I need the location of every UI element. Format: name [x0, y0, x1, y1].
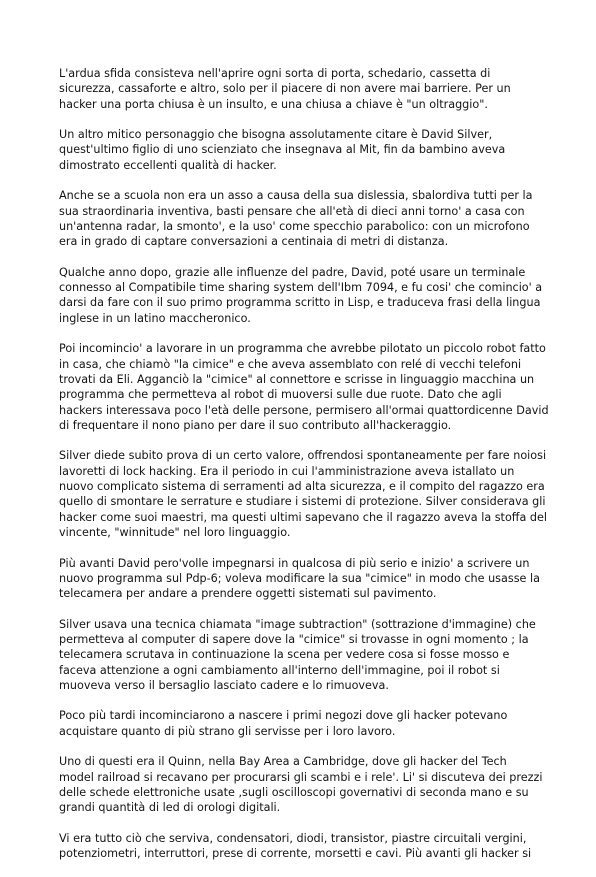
text-line: in casa, che chiamò "la cimice" e che aveva assemblato con relé di vecchi telefoni: [59, 357, 522, 371]
text-line: vincente, "winnitude" nel loro linguaggio.: [59, 525, 291, 539]
text-line: Silver diede subito prova di un certo valore, offrendosi spontaneamente per fare noiosi: [59, 449, 547, 463]
text-line: telecamera per andare a prendere oggetti sistemati sul pavimento.: [59, 587, 437, 601]
text-line: di frequentare il nono piano per dare il suo contributo all'hackeraggio.: [59, 418, 452, 432]
text-line: Poi incomincio' a lavorare in un programma che avrebbe pilotato un piccolo robot fatto: [59, 342, 546, 356]
paragraph: [59, 754, 543, 815]
paragraph: [59, 831, 532, 862]
text-line: faceva attenzione a ogni cambiamento all'interno dell'immagine, poi il robot si: [59, 663, 500, 677]
text-line: Un altro mitico personaggio che bisogna assolutamente citare è David Silver,: [59, 128, 493, 142]
text-line: quello di smontare le serrature e studiare i sistemi di protezione. Silver considerava gli: [59, 495, 546, 509]
text-line: inglese in un latino maccheronico.: [59, 311, 251, 325]
text-line: sicurezza, cassaforte e altro, solo per il piacere di non avere mai barriere. Per un: [59, 82, 511, 96]
text-line: Poco più tardi incominciarono a nascere i primi negozi dove gli hacker potevano: [59, 709, 508, 723]
text-line: nuovo complicato sistema di serramenti ad alta sicurezza, e il compito del ragazzo era: [59, 480, 545, 494]
paragraph: [59, 66, 529, 112]
text-line: grandi quantità di led di orologi digitali.: [59, 801, 281, 815]
text-line: connesso al Compatibile time sharing system dell'Ibm 7094, e fu cosi' che comincio' a: [59, 281, 543, 295]
text-line: hacker una porta chiusa è un insulto, e una chiusa a chiave è "un oltraggio".: [59, 97, 488, 111]
text-line: permetteva al computer di sapere dove la "cimice" si trovasse in ogni momento ; la: [59, 632, 529, 646]
text-line: hacker come suoi maestri, ma questi ultimi sapevano che il ragazzo aveva la stoffa del: [59, 510, 547, 524]
text-line: era in grado di captare conversazioni a centinaia di metri di distanza.: [59, 235, 449, 249]
text-line: Anche se a scuola non era un asso a causa della sua dislessia, sbalordiva tutti per la: [59, 189, 533, 203]
text-line: darsi da fare con il suo primo programma scritto in Lisp, e traduceva frasi della lingua: [59, 296, 541, 310]
paragraph: [59, 188, 533, 249]
text-line: lavoretti di lock hacking. Era il periodo in cui l'amministrazione aveva istallato un: [59, 464, 515, 478]
paragraph: [59, 448, 547, 540]
text-line: Più avanti David pero'volle impegnarsi in qualcosa di più serio e inizio' a scrivere un: [59, 556, 530, 570]
text-line: un'antenna radar, la smonto', e la uso' come specchio parabolico: con un microfono: [59, 219, 530, 233]
body-text: [59, 66, 549, 877]
paragraph: [59, 341, 549, 433]
text-line: nuovo programma sul Pdp-6; voleva modificare la sua "cimice" in modo che usasse la: [59, 571, 540, 585]
text-line: quest'ultimo figlio di uno scienziato che insegnava al Mit, fin da bambino aveva: [59, 143, 506, 157]
text-line: acquistare quanto di più strano gli servisse per i loro lavoro.: [59, 724, 396, 738]
text-line: programma che permetteva al robot di muoversi sulle due ruote. Dato che agli: [59, 388, 502, 402]
text-line: muoveva verso il bersaglio lasciato cadere e lo rimuoveva.: [59, 678, 389, 692]
paragraph: [59, 708, 529, 739]
text-line: potenziometri, interruttori, prese di corrente, morsetti e cavi. Più avanti gli hacker si: [59, 847, 532, 861]
text-line: dimostrato eccellenti qualità di hacker.: [59, 158, 277, 172]
text-line: trovati da Eli. Agganciò la "cimice" al connettore e scrisse in linguaggio macchina un: [59, 372, 535, 386]
text-line: Uno di questi era il Quinn, nella Bay Area a Cambridge, dove gli hacker del Tech: [59, 755, 507, 769]
paragraph: [59, 265, 543, 326]
text-line: sua straordinaria inventiva, basti pensare che all'età di dieci anni torno' a casa con: [59, 204, 525, 218]
paragraph: [59, 617, 536, 693]
text-line: hackers interessava poco l'età delle persone, permisero all'ormai quattordicenne David: [59, 403, 549, 417]
text-line: L'ardua sfida consisteva nell'aprire ogni sorta di porta, schedario, cassetta di: [59, 67, 491, 80]
paragraph: [59, 556, 540, 602]
text-line: Vi era tutto ciò che serviva, condensatori, diodi, transistor, piastre circuitali vergini,: [59, 831, 527, 845]
text-line: telecamera scrutava in continuazione la scena per vedere cosa si fosse mosso e: [59, 648, 510, 662]
text-line: Qualche anno dopo, grazie alle influenze del padre, David, poté usare un terminale: [59, 265, 526, 279]
text-line: delle schede elettroniche usate ,sugli oscilloscopi governativi di seconda mano e su: [59, 785, 529, 799]
text-line: Silver usava una tecnica chiamata "image subtraction" (sottrazione d'immagine) che: [59, 617, 536, 631]
paragraph: [59, 127, 529, 173]
text-line: model railroad si recavano per procurarsi gli scambi e i rele'. Li' si discuteva dei prezzi: [59, 770, 543, 784]
